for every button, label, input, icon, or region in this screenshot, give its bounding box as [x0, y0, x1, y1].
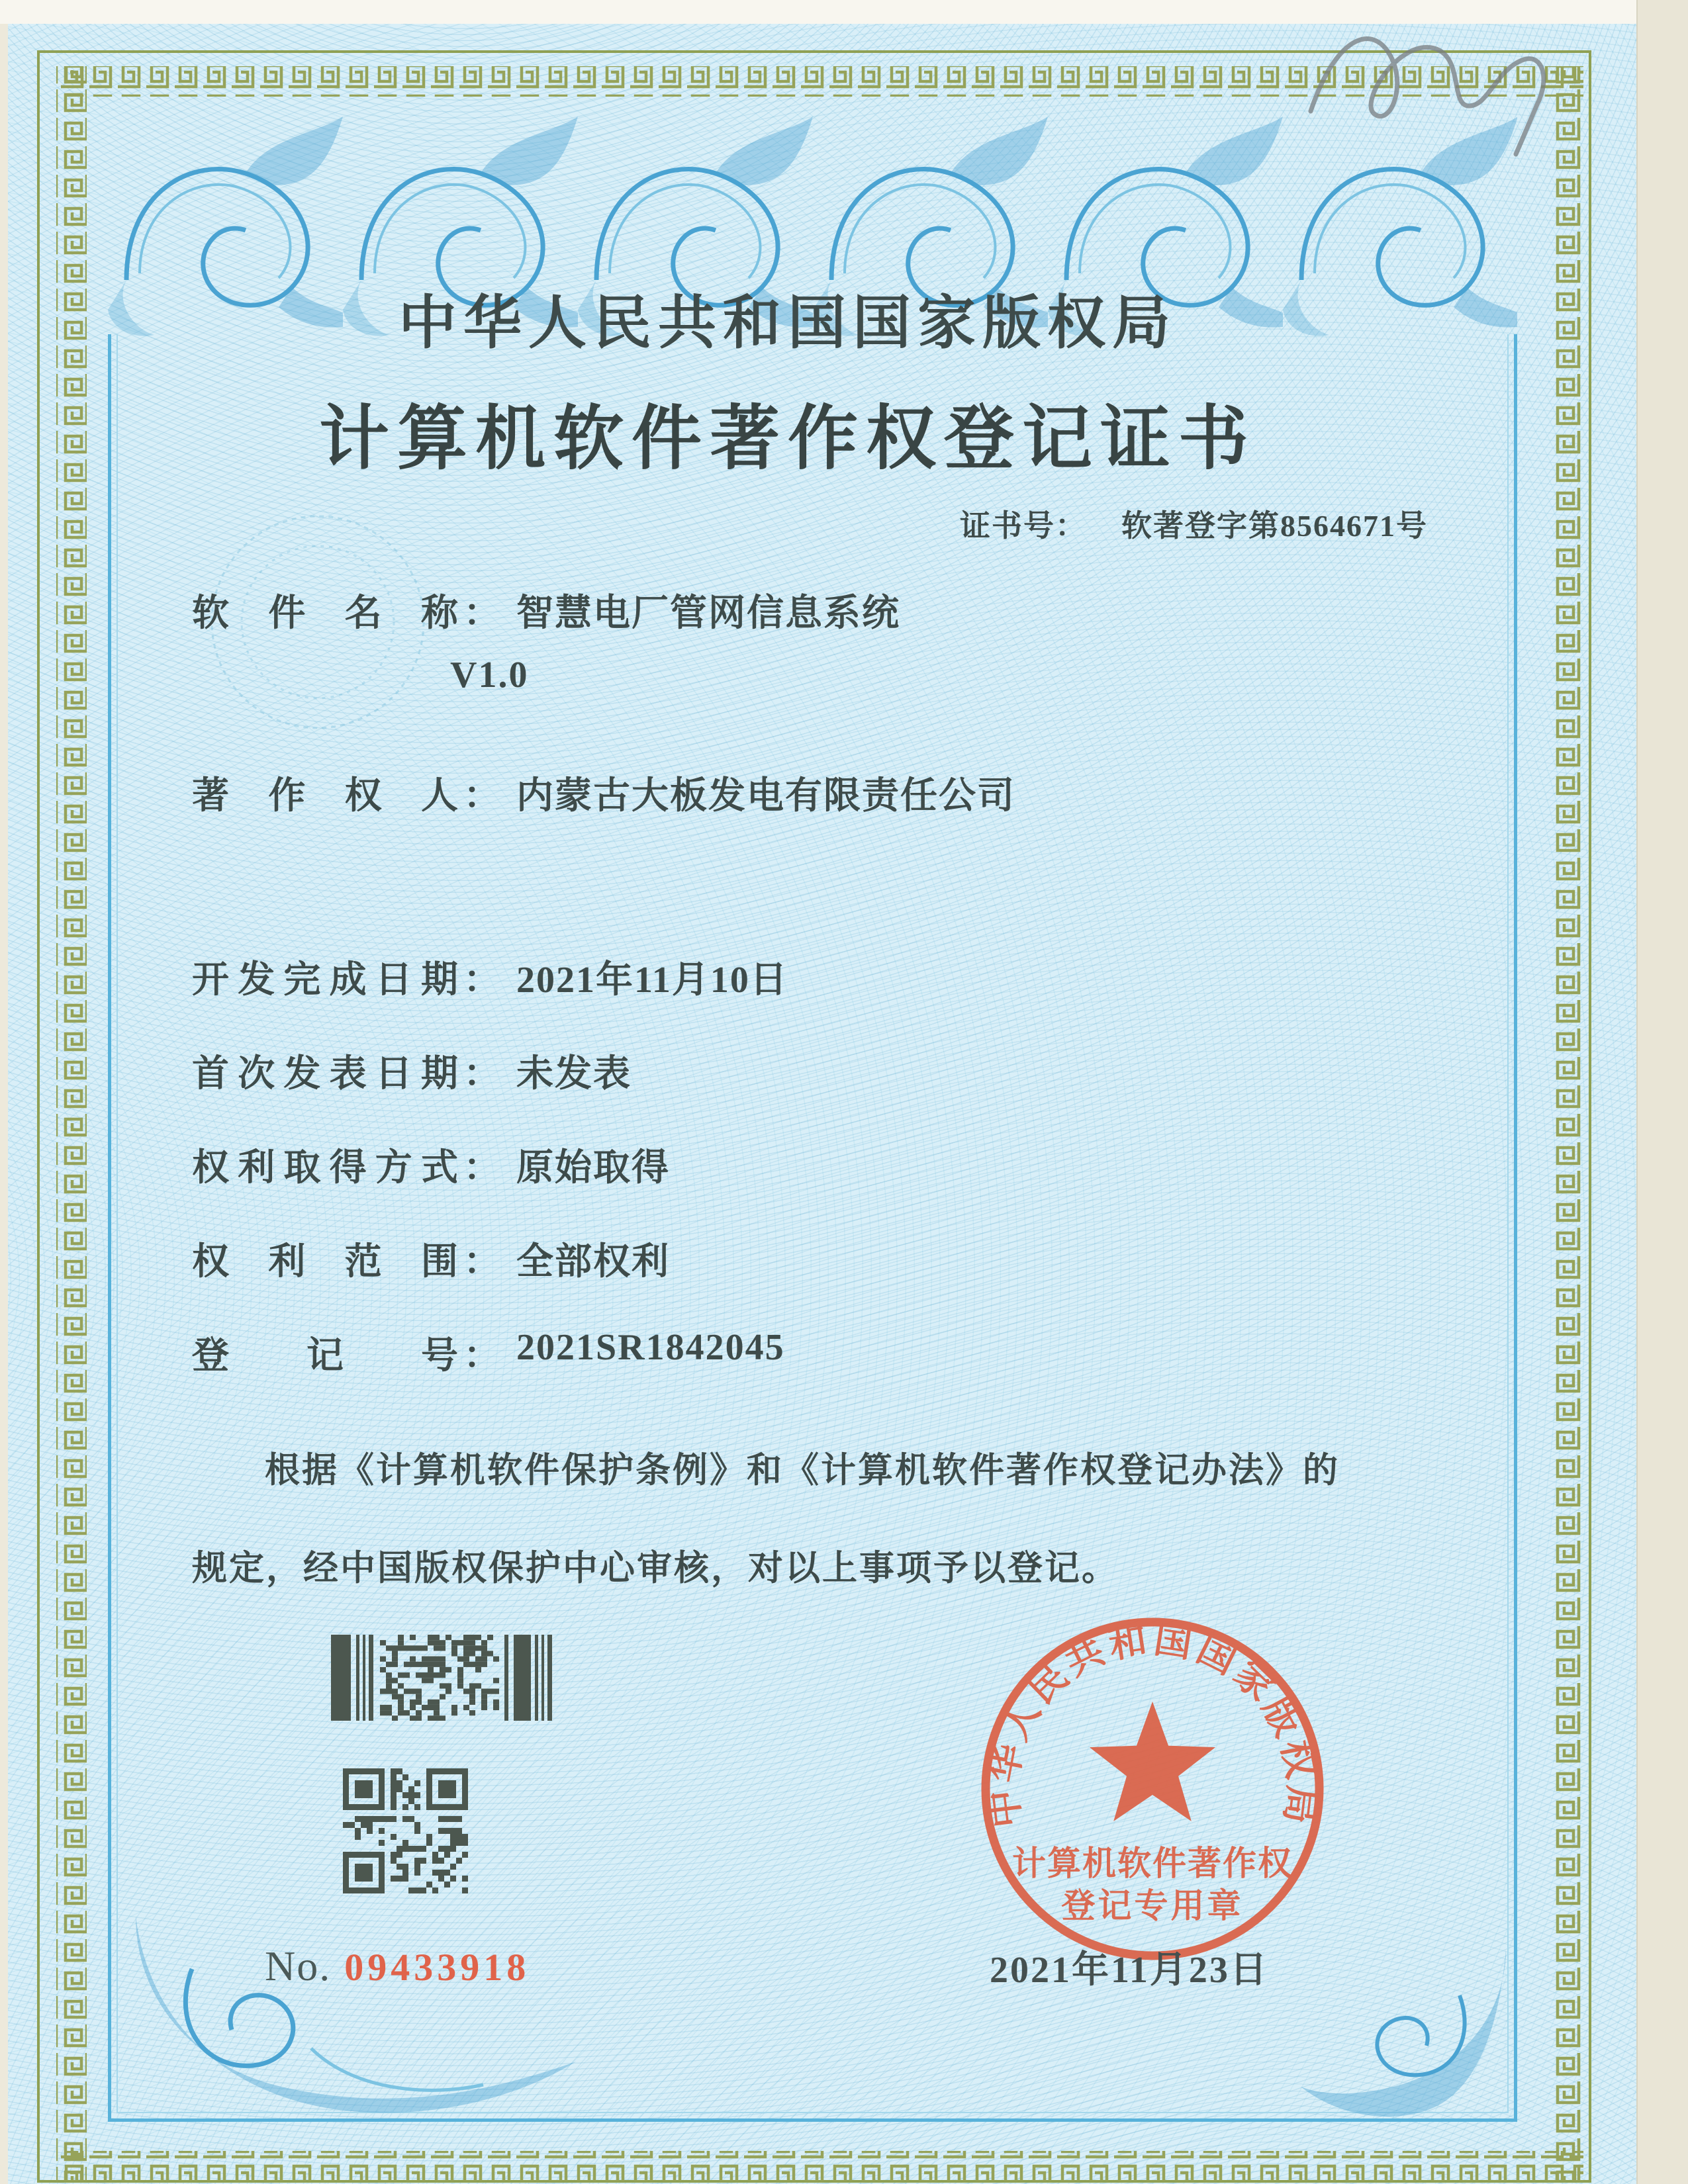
official-seal — [961, 1597, 1344, 1981]
cert-number-value: 软著登字第8564671号 — [1121, 509, 1428, 543]
field-row — [0, 1138, 1688, 1189]
serial-number: 09433918 — [344, 1946, 530, 1989]
pdf417-barcode-icon — [331, 1635, 569, 1721]
certificate-title: 计算机软件著作权登记证书 — [319, 400, 1256, 478]
field-value: 智慧电厂管网信息系统 — [516, 593, 900, 634]
seal-text-line2: 登记专用章 — [1061, 1888, 1244, 1925]
serial-prefix: No. — [265, 1942, 332, 1989]
statement — [192, 1422, 1417, 1617]
serial-number-line — [265, 1942, 530, 1991]
field-value: 原始取得 — [516, 1148, 670, 1189]
field-row — [0, 766, 1688, 817]
field-row — [0, 1232, 1688, 1283]
field-row — [0, 584, 1688, 696]
field-label: 权 利 范 围 — [192, 1242, 458, 1283]
field-label: 软 件 名 称 — [192, 593, 458, 634]
field-value: 未发表 — [516, 1054, 632, 1095]
field-row — [0, 950, 1688, 1001]
field-label-colon: ： — [463, 1242, 500, 1283]
field-value: 2021SR1842045 — [516, 1327, 785, 1368]
issuer-title: 中华人民共和国国家版权局 — [398, 292, 1177, 356]
field-label: 登 记 号 — [192, 1336, 458, 1377]
statement-line-1: 根据《计算机软件保护条例》和《计算机软件著作权登记办法》的 — [265, 1451, 1340, 1490]
cert-number-line — [960, 502, 1428, 545]
field-label: 权 利 取 得 方 式 — [192, 1148, 458, 1189]
field-label-colon: ： — [463, 776, 500, 817]
issue-date: 2021年11月23日 — [990, 1950, 1269, 1991]
field-value: 内蒙古大板发电有限责任公司 — [516, 776, 1015, 817]
field-label: 著 作 权 人 — [192, 776, 458, 817]
field-label-colon: ： — [463, 1054, 500, 1095]
field-value: 2021年11月10日 — [516, 960, 788, 1001]
qr-code-icon — [343, 1768, 469, 1894]
cert-number-label: 证书号： — [960, 509, 1087, 543]
red-star-icon — [1090, 1702, 1215, 1821]
bottom-left-ornament — [113, 1896, 662, 2121]
field-row — [0, 1044, 1688, 1095]
field-row — [0, 1326, 1688, 1377]
field-label: 首 次 发 表 日 期 — [192, 1054, 458, 1095]
field-label-colon: ： — [463, 1148, 500, 1189]
field-value-line2: V1.0 — [450, 655, 529, 696]
seal-text-line1: 计算机软件著作权 — [1011, 1846, 1293, 1883]
statement-line-2: 规定，经中国版权保护中心审核，对以上事项予以登记。 — [192, 1549, 1119, 1588]
field-label-colon: ： — [463, 593, 500, 634]
field-label-colon: ： — [463, 1336, 500, 1377]
field-label-colon: ： — [463, 960, 500, 1001]
field-value: 全部权利 — [516, 1242, 670, 1283]
field-label: 开 发 完 成 日 期 — [192, 960, 458, 1001]
handwritten-mark — [1291, 5, 1575, 164]
seal-ring-text: 中华人民共和国国家版权局 — [982, 1619, 1323, 1830]
